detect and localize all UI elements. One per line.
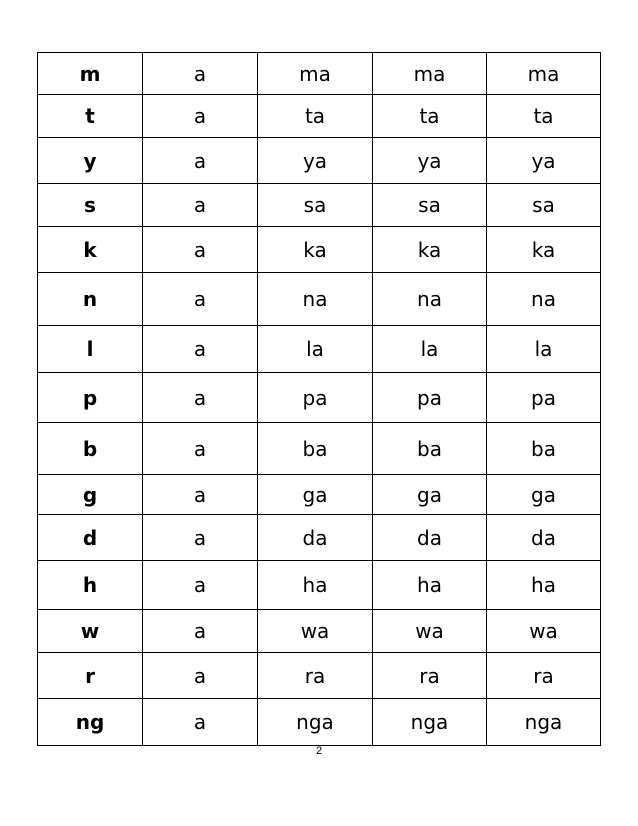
- syllable-cell: ga: [258, 475, 373, 515]
- consonant-cell: w: [38, 610, 143, 653]
- syllable-cell: sa: [487, 184, 601, 227]
- syllable-cell: ha: [487, 561, 601, 610]
- syllable-cell: nga: [373, 699, 487, 746]
- vowel-cell: a: [143, 184, 258, 227]
- syllable-cell: ra: [373, 653, 487, 699]
- syllable-cell: la: [487, 326, 601, 373]
- syllable-cell: ga: [487, 475, 601, 515]
- syllable-cell: ba: [487, 423, 601, 475]
- syllable-worksheet: [37, 52, 600, 746]
- table-row: [38, 653, 601, 699]
- syllable-cell: ma: [373, 53, 487, 95]
- syllable-cell: sa: [373, 184, 487, 227]
- consonant-cell: b: [38, 423, 143, 475]
- syllable-table-body: [38, 53, 601, 746]
- consonant-cell: y: [38, 138, 143, 184]
- syllable-cell: na: [258, 273, 373, 326]
- syllable-cell: ya: [373, 138, 487, 184]
- syllable-cell: ta: [373, 95, 487, 138]
- syllable-cell: wa: [258, 610, 373, 653]
- consonant-cell: p: [38, 373, 143, 423]
- syllable-cell: wa: [487, 610, 601, 653]
- table-row: [38, 373, 601, 423]
- syllable-cell: ma: [258, 53, 373, 95]
- consonant-cell: h: [38, 561, 143, 610]
- syllable-cell: ma: [487, 53, 601, 95]
- table-row: [38, 184, 601, 227]
- vowel-cell: a: [143, 610, 258, 653]
- syllable-cell: ta: [487, 95, 601, 138]
- page-number: 2: [315, 745, 323, 757]
- vowel-cell: a: [143, 326, 258, 373]
- vowel-cell: a: [143, 227, 258, 273]
- table-row: [38, 326, 601, 373]
- syllable-cell: ba: [373, 423, 487, 475]
- consonant-cell: m: [38, 53, 143, 95]
- table-row: [38, 53, 601, 95]
- syllable-cell: ha: [373, 561, 487, 610]
- syllable-cell: da: [373, 515, 487, 561]
- syllable-cell: wa: [373, 610, 487, 653]
- consonant-cell: k: [38, 227, 143, 273]
- consonant-cell: r: [38, 653, 143, 699]
- syllable-cell: na: [487, 273, 601, 326]
- syllable-cell: na: [373, 273, 487, 326]
- syllable-cell: da: [258, 515, 373, 561]
- table-row: [38, 227, 601, 273]
- syllable-cell: nga: [258, 699, 373, 746]
- vowel-cell: a: [143, 561, 258, 610]
- table-row: [38, 273, 601, 326]
- syllable-cell: la: [373, 326, 487, 373]
- table-row: [38, 138, 601, 184]
- syllable-table: [37, 52, 601, 746]
- syllable-cell: la: [258, 326, 373, 373]
- table-row: [38, 95, 601, 138]
- table-row: [38, 515, 601, 561]
- syllable-cell: nga: [487, 699, 601, 746]
- table-row: [38, 423, 601, 475]
- syllable-cell: da: [487, 515, 601, 561]
- syllable-cell: pa: [258, 373, 373, 423]
- syllable-cell: sa: [258, 184, 373, 227]
- vowel-cell: a: [143, 423, 258, 475]
- table-row: [38, 475, 601, 515]
- consonant-cell: l: [38, 326, 143, 373]
- consonant-cell: ng: [38, 699, 143, 746]
- syllable-cell: ka: [258, 227, 373, 273]
- table-row: [38, 610, 601, 653]
- vowel-cell: a: [143, 95, 258, 138]
- consonant-cell: g: [38, 475, 143, 515]
- syllable-cell: ka: [373, 227, 487, 273]
- consonant-cell: d: [38, 515, 143, 561]
- vowel-cell: a: [143, 475, 258, 515]
- table-row: [38, 699, 601, 746]
- consonant-cell: t: [38, 95, 143, 138]
- syllable-cell: ya: [487, 138, 601, 184]
- syllable-cell: ta: [258, 95, 373, 138]
- syllable-cell: ga: [373, 475, 487, 515]
- syllable-cell: ra: [487, 653, 601, 699]
- syllable-cell: ya: [258, 138, 373, 184]
- vowel-cell: a: [143, 373, 258, 423]
- vowel-cell: a: [143, 273, 258, 326]
- vowel-cell: a: [143, 699, 258, 746]
- syllable-cell: ka: [487, 227, 601, 273]
- consonant-cell: s: [38, 184, 143, 227]
- syllable-cell: ha: [258, 561, 373, 610]
- vowel-cell: a: [143, 53, 258, 95]
- syllable-cell: ra: [258, 653, 373, 699]
- vowel-cell: a: [143, 138, 258, 184]
- syllable-cell: ba: [258, 423, 373, 475]
- syllable-cell: pa: [373, 373, 487, 423]
- syllable-cell: pa: [487, 373, 601, 423]
- vowel-cell: a: [143, 515, 258, 561]
- vowel-cell: a: [143, 653, 258, 699]
- consonant-cell: n: [38, 273, 143, 326]
- table-row: [38, 561, 601, 610]
